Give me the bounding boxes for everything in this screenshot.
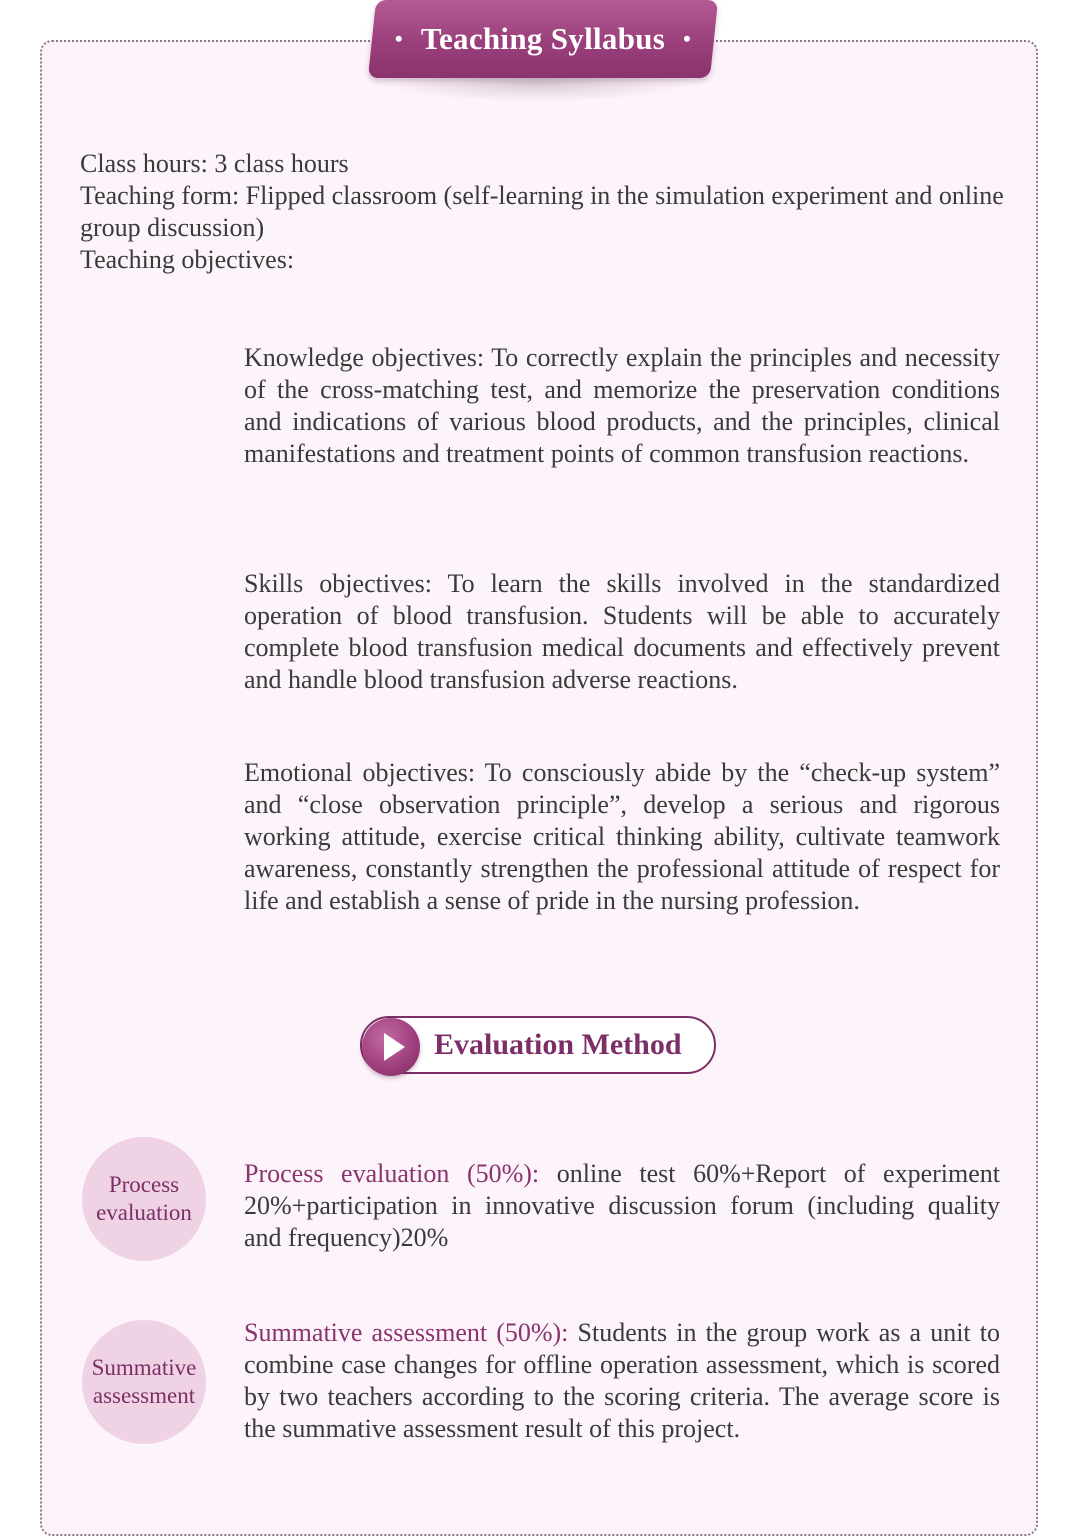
teaching-objectives-heading: Teaching objectives: (80, 245, 295, 274)
evaluation-method-heading: Evaluation Method (434, 1028, 682, 1061)
page-title-text: Teaching Syllabus (420, 21, 666, 56)
emotional-objectives: Emotional objectives: To consciously abide by the “check-up system” and “close observation principle”, develop a serious and rigorous working attitude, exercise critical thinking ability, cultivate teamwork awareness, constantly strengthen the professional attitude of respect for life and establish a sense of pride in the nursing profession. (244, 758, 1000, 915)
summative-assessment-text (244, 1317, 1000, 1445)
class-hours: Class hours: 3 class hours (80, 149, 349, 178)
summative-assessment-detail: Students in the group work as a unit to combine case changes for offline operation assessment, which is scored by two teachers according to the scoring criteria. The average score is the summative assessment result of this project. (244, 1318, 1000, 1443)
process-evaluation-label: Process evaluation (50%): (244, 1159, 540, 1188)
knowledge-objectives: Knowledge objectives: To correctly explain the principles and necessity of the cross-matching test, and memorize the preservation conditions and indications of various blood products, and the principles, clinical manifestations and treatment points of common transfusion reactions. (244, 343, 1000, 468)
bullet-right: • (683, 26, 692, 51)
process-badge-line1: Process (108, 1172, 180, 1197)
process-evaluation-badge (82, 1137, 206, 1261)
summative-badge-line1: Summative (91, 1355, 197, 1380)
summative-badge-line2: assessment (92, 1383, 196, 1408)
skills-objectives: Skills objectives: To learn the skills involved in the standardized operation of blood transfusion. Students will be able to accurately complete blood transfusion medical documents and effectively prevent and handle blood transfusion adverse reactions. (244, 569, 1000, 694)
summative-assessment-badge (82, 1320, 206, 1444)
page-title (372, 0, 714, 78)
process-evaluation-text (244, 1158, 1000, 1254)
course-info (80, 148, 1010, 276)
teaching-form: Teaching form: Flipped classroom (self-learning in the simulation experiment and online group discussion) (80, 181, 1004, 242)
bullet-left: • (394, 26, 403, 51)
process-badge-line2: evaluation (96, 1200, 192, 1225)
process-evaluation-detail: online test 60%+Report of experiment 20%+participation in innovative discussion forum (including quality and frequency)20% (244, 1159, 1000, 1252)
summative-assessment-label: Summative assessment (50%): (244, 1318, 569, 1347)
play-icon (362, 1018, 420, 1076)
